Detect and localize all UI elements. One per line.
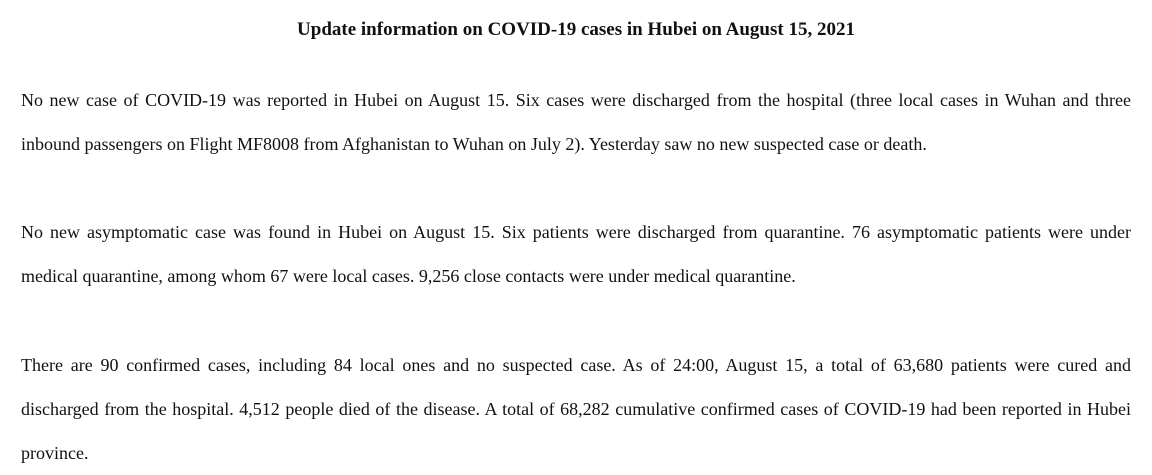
- paragraph-new-cases: No new case of COVID-19 was reported in Hubei on August 15. Six cases were discharged from the hospital (three local cases in Wuhan and three inbound passengers on Flight MF8008 from Afghanistan to Wuhan on July 2). Yesterday saw no new suspected case or death.: [21, 90, 1131, 154]
- paragraph-asymptomatic: No new asymptomatic case was found in Hubei on August 15. Six patients were discharged from quarantine. 76 asymptomatic patients were under medical quarantine, among whom 67 were local cases. 9,256 close contacts were under medical quarantine.: [21, 222, 1131, 286]
- page-title: Update information on COVID-19 cases in Hubei on August 15, 2021: [297, 19, 855, 40]
- paragraph-totals: There are 90 confirmed cases, including 84 local ones and no suspected case. As of 24:00, August 15, a total of 63,680 patients were cured and discharged from the hospital. 4,512 people died of the disease. A total of 68,282 cumulative confirmed cases of COVID-19 had been reported in Hubei province.: [21, 355, 1131, 463]
